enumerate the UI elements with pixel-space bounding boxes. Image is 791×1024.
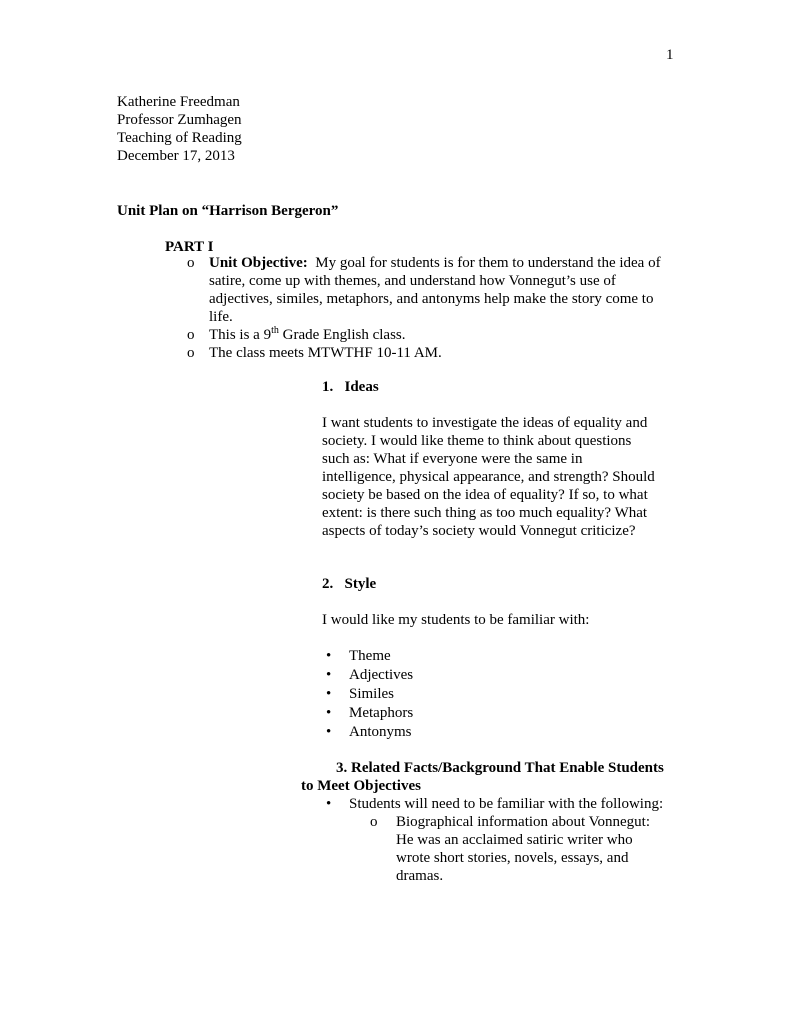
bullet-dot-icon: • [326, 686, 332, 702]
paragraph-line: I want students to investigate the ideas of equality and [322, 415, 648, 431]
list-item [187, 326, 677, 344]
bullet-dot-icon: • [326, 667, 332, 683]
heading-line: to Meet Objectives [301, 778, 421, 794]
section-style-heading: 2. Style [322, 576, 377, 592]
section-ideas-heading: 1. Ideas [322, 379, 379, 395]
paragraph-line: such as: What if everyone were the same in [322, 451, 583, 467]
paragraph-line: aspects of today’s society would Vonnegut criticize? [322, 523, 636, 539]
sub-line: Biographical information about Vonnegut: [396, 814, 650, 830]
professor-name: Professor Zumhagen [117, 112, 242, 128]
document-date: December 17, 2013 [117, 148, 235, 164]
heading-line: 3. Related Facts/Background That Enable Students [336, 760, 664, 776]
list-item [187, 344, 677, 362]
course-name: Teaching of Reading [117, 130, 242, 146]
section-ideas-paragraph [322, 414, 667, 540]
document-title: Unit Plan on “Harrison Bergeron” [117, 203, 339, 219]
author-name: Katherine Freedman [117, 94, 240, 110]
list-item [326, 795, 663, 813]
hollow-bullet-icon: o [187, 255, 195, 271]
bullet-dot-icon: • [326, 724, 332, 740]
bullet-dot-icon: • [326, 796, 332, 812]
hollow-bullet-icon: o [187, 345, 195, 361]
part-list [187, 254, 677, 362]
schedule-text: The class meets MTWTHF 10-11 AM. [209, 345, 442, 361]
section-background-heading [301, 759, 691, 795]
objective-text: My goal for students is for them to understand the idea of satire, come up with themes, and understand how Vonnegut’s use of adjectives, similes, metaphors, and antonyms help make the story come to life. [209, 255, 661, 325]
list-item [326, 704, 413, 723]
section-style-intro: I would like my students to be familiar with: [322, 612, 590, 628]
style-item-label: Similes [349, 686, 395, 702]
background-bullet-text: Students will need to be familiar with the following: [349, 796, 664, 812]
paragraph-line: society be based on the idea of equality? If so, to what [322, 487, 648, 503]
style-item-label: Metaphors [349, 705, 414, 721]
paragraph-line: intelligence, physical appearance, and strength? Should [322, 469, 655, 485]
style-item-label: Theme [349, 648, 391, 664]
list-item [326, 666, 413, 685]
grade-text-start: This is a 9 [209, 327, 272, 343]
grade-superscript: th [271, 325, 279, 336]
list-item [326, 723, 413, 742]
list-item [326, 647, 413, 666]
paragraph-line: extent: is there such thing as too much equality? What [322, 505, 648, 521]
paragraph-line: society. I would like theme to think about questions [322, 433, 632, 449]
list-item [187, 254, 677, 326]
hollow-bullet-icon: o [187, 327, 195, 343]
sub-line: He was an acclaimed satiric writer who [396, 832, 633, 848]
list-item [326, 685, 413, 704]
bullet-dot-icon: • [326, 705, 332, 721]
sub-line: dramas. [396, 868, 444, 884]
bullet-dot-icon: • [326, 648, 332, 664]
part-heading: PART I [165, 239, 214, 255]
document-header [117, 93, 242, 165]
style-list [326, 647, 413, 742]
objective-label: Unit Objective: [209, 255, 308, 271]
grade-text-end: Grade English class. [278, 327, 406, 343]
list-item [370, 813, 670, 885]
style-item-label: Adjectives [349, 667, 414, 683]
sub-line: wrote short stories, novels, essays, and [396, 850, 629, 866]
page-number: 1 [666, 47, 674, 63]
hollow-bullet-icon: o [370, 814, 378, 830]
style-item-label: Antonyms [349, 724, 412, 740]
